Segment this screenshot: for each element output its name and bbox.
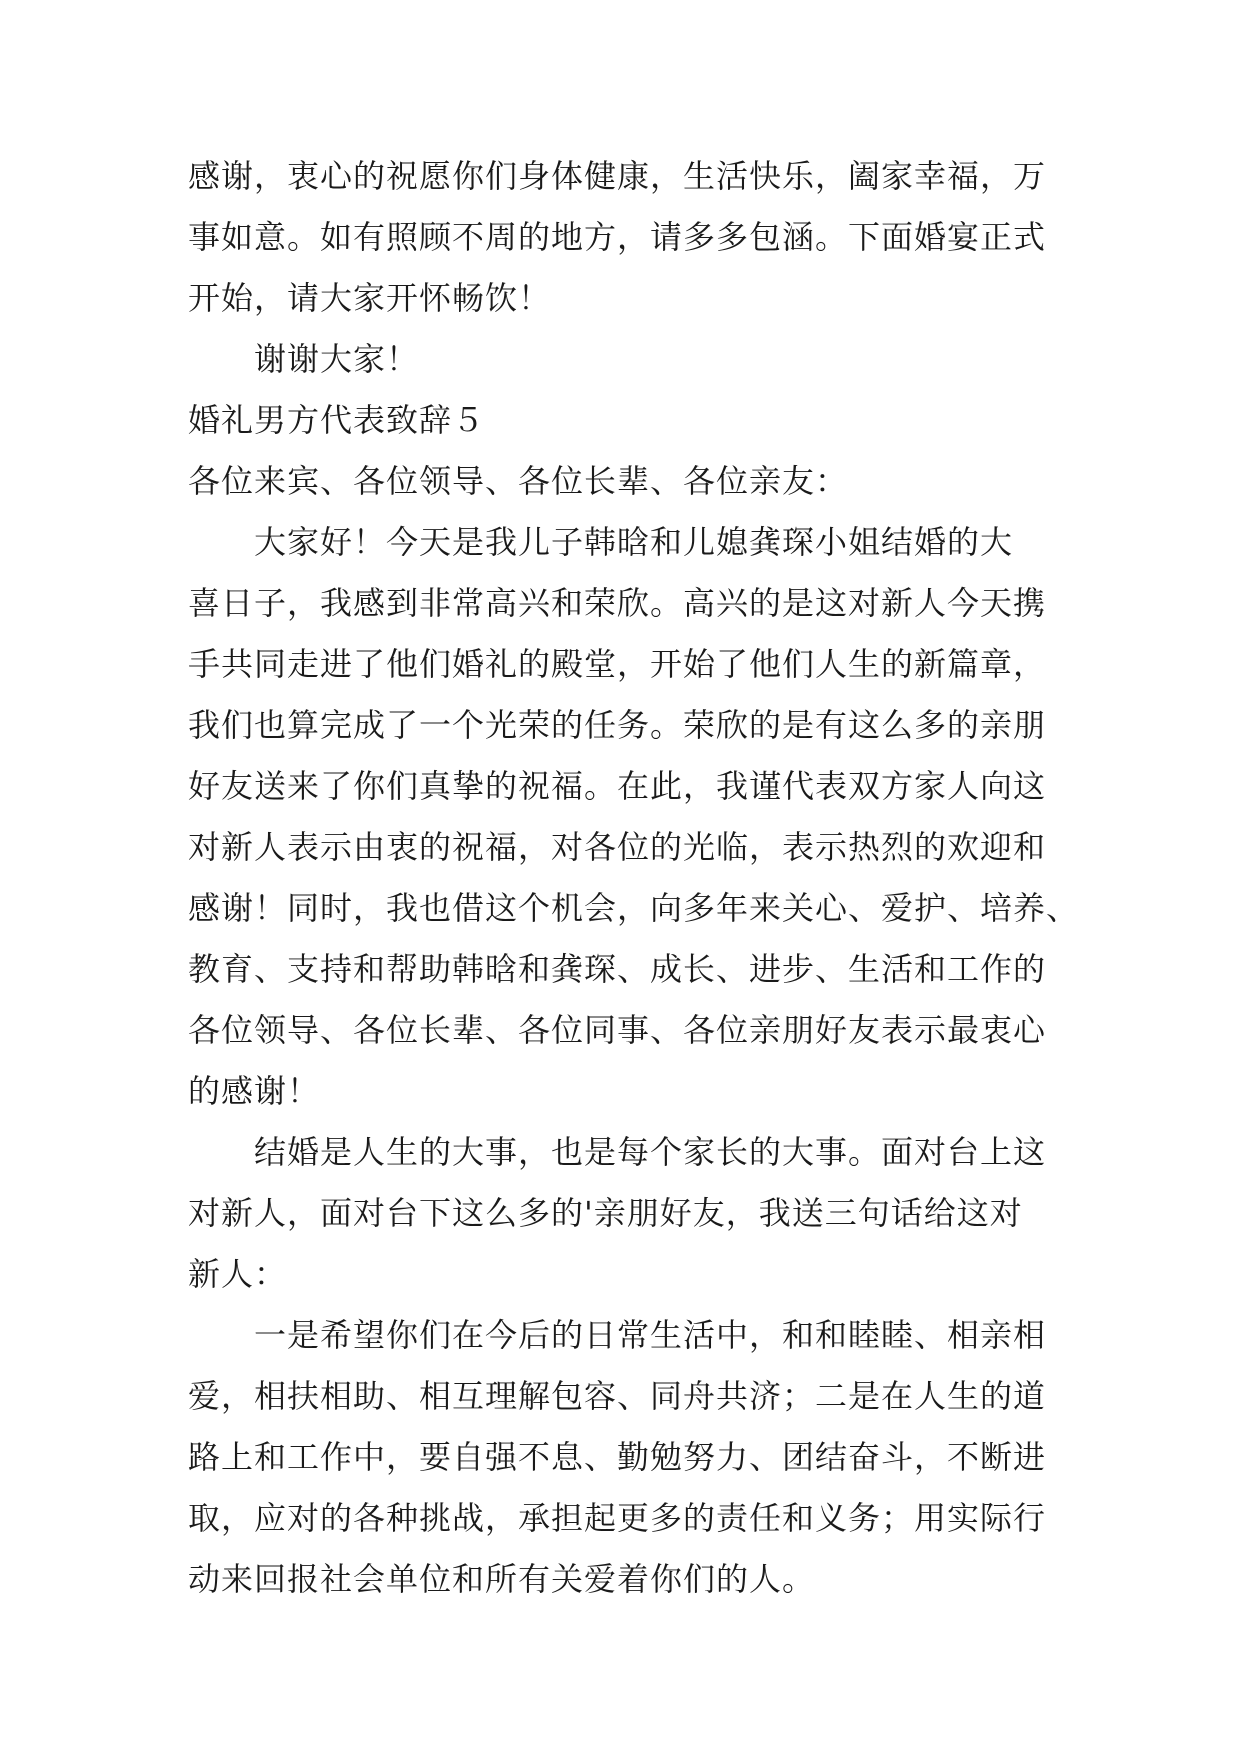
text-line: 爱，相扶相助、相互理解包容、同舟共济；二是在人生的道 xyxy=(188,1377,1047,1415)
text-line: 事如意。如有照顾不周的地方，请多多包涵。下面婚宴正式 xyxy=(188,218,1047,256)
text-line: 的感谢！ xyxy=(188,1072,321,1110)
text-line: 新人： xyxy=(188,1255,288,1293)
text-line: 动来回报社会单位和所有关爱着你们的人。 xyxy=(188,1560,816,1598)
text-line: 我们也算完成了一个光荣的任务。荣欣的是有这么多的亲朋 xyxy=(188,706,1047,744)
text-line: 路上和工作中，要自强不息、勤勉努力、团结奋斗，不断进 xyxy=(188,1438,1047,1476)
text-line: 教育、支持和帮助韩晗和龚琛、成长、进步、生活和工作的 xyxy=(188,950,1047,988)
text-line: 开始，请大家开怀畅饮！ xyxy=(188,279,552,317)
text-line: 对新人，面对台下这么多的'亲朋好友，我送三句话给这对 xyxy=(188,1194,1023,1232)
text-line: 取，应对的各种挑战，承担起更多的责任和义务；用实际行 xyxy=(188,1499,1047,1537)
paragraph-start: 结婚是人生的大事，也是每个家长的大事。面对台上这 xyxy=(254,1133,1047,1171)
salutation: 各位来宾、各位领导、各位长辈、各位亲友： xyxy=(188,462,849,500)
text-line: 对新人表示由衷的祝福，对各位的光临，表示热烈的欢迎和 xyxy=(188,828,1047,866)
text-line: 好友送来了你们真挚的祝福。在此，我谨代表双方家人向这 xyxy=(188,767,1047,805)
paragraph-start: 一是希望你们在今后的日常生活中，和和睦睦、相亲相 xyxy=(254,1316,1047,1354)
section-title: 婚礼男方代表致辞５ xyxy=(188,401,486,439)
text-line: 感谢，衷心的祝愿你们身体健康，生活快乐，阖家幸福，万 xyxy=(188,157,1047,195)
text-line: 喜日子，我感到非常高兴和荣欣。高兴的是这对新人今天携 xyxy=(188,584,1047,622)
closing-thanks: 谢谢大家！ xyxy=(254,340,420,378)
text-line: 各位领导、各位长辈、各位同事、各位亲朋好友表示最衷心 xyxy=(188,1011,1047,1049)
text-line: 感谢！同时，我也借这个机会，向多年来关心、爱护、培养、 xyxy=(188,889,1080,927)
document-body xyxy=(188,146,1080,1610)
paragraph-start: 大家好！今天是我儿子韩晗和儿媳龚琛小姐结婚的大 xyxy=(254,523,1014,561)
text-line: 手共同走进了他们婚礼的殿堂，开始了他们人生的新篇章， xyxy=(188,645,1047,683)
